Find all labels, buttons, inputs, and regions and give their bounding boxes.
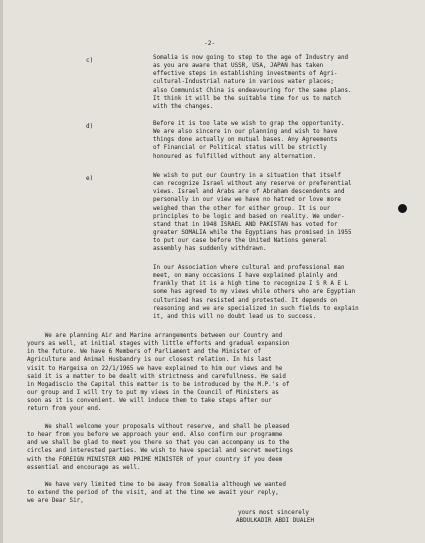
section-d-text bbox=[153, 120, 345, 161]
text-line: honoured as fulfilled without any alternation. bbox=[153, 153, 317, 160]
text-line: principles to be logic and based on reality. We under- bbox=[153, 213, 345, 220]
text-line: meet, on many occasions I have explained plainly and bbox=[153, 273, 338, 280]
text-line: circles and interested parties. We wish to have special and secret meetings bbox=[27, 448, 293, 455]
text-line: It think it will be the suitable time for us to match bbox=[153, 95, 341, 102]
punch-hole bbox=[398, 204, 407, 213]
text-line: soon as it is convenient. We will induce them to take steps after our bbox=[27, 398, 272, 405]
text-line: we are Dear Sir, bbox=[27, 498, 84, 505]
text-line: weighed than the other for either group. It is our bbox=[153, 205, 331, 212]
text-line: yours as well, at initial stages with little efforts and gradual expansion bbox=[27, 341, 290, 348]
text-line: with the FOREIGN MINISTER AND PRIME MINISTER of your country if you deem bbox=[27, 456, 283, 463]
text-line: to extend the period of the visit, and at the time we await your reply, bbox=[27, 490, 279, 497]
text-line: Agriculture and Animal Husbandry is our closest relation. In his last bbox=[27, 357, 272, 364]
text-line: We shall welcome your proposals without reserve, and shall be pleased bbox=[27, 424, 290, 430]
text-line: culturized has resisted and protested. It depends on bbox=[153, 297, 338, 304]
salutation: yours most sincerely bbox=[238, 510, 309, 516]
text-line: said it is a matter to be dealt with strictness and carefullness. He said bbox=[27, 373, 286, 380]
section-e-text bbox=[153, 172, 352, 254]
text-line: can recognize Israel without any reserve or preferential bbox=[153, 181, 352, 188]
section-c-label: c) bbox=[86, 57, 94, 64]
text-line: some has agreed to my views while others who are Egyptian bbox=[153, 289, 356, 296]
text-line: visit to Hargeisa on 22/1/1965 we have explained to him our views and he bbox=[27, 365, 283, 372]
text-line: reasoning and we are specialized in such fields to explain bbox=[153, 305, 359, 312]
text-line: as you are aware that USSR, USA, JAPAN has taken bbox=[153, 63, 324, 70]
text-line: to hear from you before we approach your end. Also confirm our programme bbox=[27, 432, 283, 439]
text-line: of Financial or Political status will be strictly bbox=[153, 145, 327, 152]
text-line: things done actually on mutual bases. Any Agreements bbox=[153, 137, 338, 144]
paragraph-proposals bbox=[27, 423, 293, 472]
text-line: effective steps in establishing investments of Agri- bbox=[153, 71, 338, 78]
text-line: greater SOMALIA while the Egyptians has promised in 1955 bbox=[153, 230, 352, 237]
signatory-name: ABDULKADIR ABDI DUALEH bbox=[236, 518, 315, 524]
text-line: in the future. We have 6 Members of Parliament and the Minister of bbox=[27, 349, 262, 356]
page-edge-shadow bbox=[0, 0, 3, 543]
text-line: We are also sincere in our planning and wish to have bbox=[153, 129, 338, 136]
text-line: it, and this will no doubt lead us to success. bbox=[153, 313, 317, 320]
text-line: In our Association where cultural and professional man bbox=[153, 265, 345, 271]
paragraph-closing bbox=[27, 481, 286, 505]
paragraph-arrangements bbox=[27, 332, 289, 414]
text-line: Somalia is now going to step to the age of Industry and bbox=[153, 55, 349, 61]
section-e-label: e) bbox=[86, 175, 94, 182]
text-line: to put our case before the United Nations general bbox=[153, 238, 327, 245]
text-line: return from your end. bbox=[27, 406, 102, 413]
section-e-continuation bbox=[153, 264, 359, 321]
section-c-text bbox=[153, 54, 352, 111]
text-line: also Communist China is endeavouring for the same plans. bbox=[153, 87, 352, 94]
section-d-label: d) bbox=[86, 123, 94, 130]
text-line: stand that in 1948 ISRAEL AND PAKISTAN has voted for bbox=[153, 221, 338, 228]
text-line: We are planning Air and Marine arrangements between our Country and bbox=[27, 333, 283, 339]
text-line: with the changes. bbox=[153, 103, 214, 110]
text-line: and we shall be glad to meet you there so that you can accompany us to the bbox=[27, 440, 290, 447]
text-line: assembly has suddenly withdrawn. bbox=[153, 246, 267, 253]
text-line: our group and I will try to put my views in the Council of Ministers as bbox=[27, 390, 279, 397]
text-line: essential and encourage as well. bbox=[27, 464, 141, 471]
page-number: -2- bbox=[204, 40, 216, 47]
text-line: We have very limited time to be away from Somalia although we wanted bbox=[27, 482, 286, 488]
text-line: We wish to put our Country in a situation that itself bbox=[153, 173, 341, 179]
text-line: personally in our view we have no hatred or love more bbox=[153, 197, 341, 204]
text-line: cultural-Industrial nature in various water places; bbox=[153, 79, 334, 86]
text-line: views. Israel and Arabs are of Abraham descendents and bbox=[153, 189, 345, 196]
text-line: Before it is too late we wish to grap the opportunity. bbox=[153, 121, 345, 127]
text-line: in Mogadiscio the Capital this matter is to be introduced by the M.P.'s of bbox=[27, 381, 290, 388]
text-line: frankly that it is a high time to recognize I S R A E L bbox=[153, 281, 349, 288]
